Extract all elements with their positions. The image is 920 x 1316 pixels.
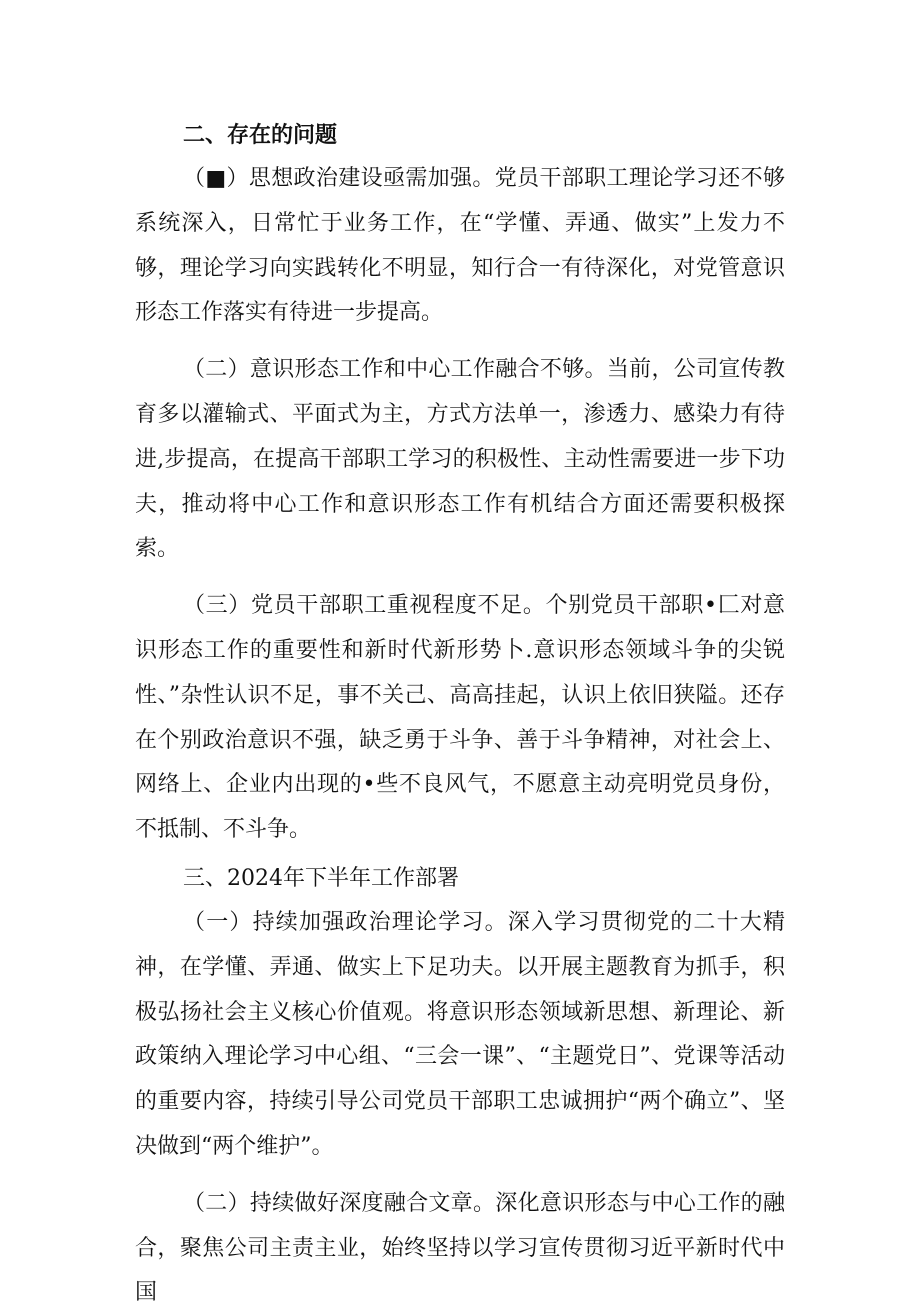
section-heading-problems: 二、存在的问题 — [183, 122, 338, 148]
paragraph-plan-2: （二）持续做好深度融合文章。深化意识形态与中心工作的融合，聚焦公司主责主业，始终坚持以学习宣传贯彻习近平新时代中国 — [135, 1190, 785, 1306]
section-heading-work-plan: 三、2024年下半年工作部署 — [183, 865, 459, 891]
paragraph-problem-1: （■）思想政治建设亟需加强。党员干部职工理论学习还不够系统深入，日常忙于业务工作，在“学懂、弄通、做实”上发力不够，理论学习向实践转化不明显，知行合一有待深化，对党管意识形态工作落实有待进一步提高。 — [135, 166, 785, 326]
paragraph-problem-3: （三）党员干部职工重视程度不足。个别党员干部职•匚对意识形态工作的重要性和新时代新形势卜.意识形态领域斗争的尖锐性、”杂性认识不足，事不关己、高高挂起，认识上依旧狭隘。还存在个别政治意识不强，缺乏勇于斗争、善于斗争精神，对社会上、网络上、企业内出现的•些不良风气，不愿意主动亮明党员身份，不抵制、不斗争。 — [135, 593, 785, 843]
paragraph-problem-2: （二）意识形态工作和中心工作融合不够。当前，公司宣传教育多以灌输式、平面式为主，方式方法单一，渗透力、感染力有待进,步提高，在提高干部职工学习的积极性、主动性需要进一步下功夫，推动将中心工作和意识形态工作有机结合方面还需要积极探索。 — [135, 357, 785, 562]
document-body — [135, 113, 785, 1316]
paragraph-plan-1: （一）持续加强政治理论学习。深入学习贯彻党的二十大精神，在学懂、弄通、做实上下足功夫。以开展主题教育为抓手，积极弘扬社会主义核心价值观。将意识形态领域新思想、新理论、新政策纳入理论学习中心组、“三会一课”、“主题党日”、党课等活动的重要内容，持续引导公司党员干部职工忠诚拥护“两个确立”、坚决做到“两个维护”。 — [135, 909, 785, 1159]
